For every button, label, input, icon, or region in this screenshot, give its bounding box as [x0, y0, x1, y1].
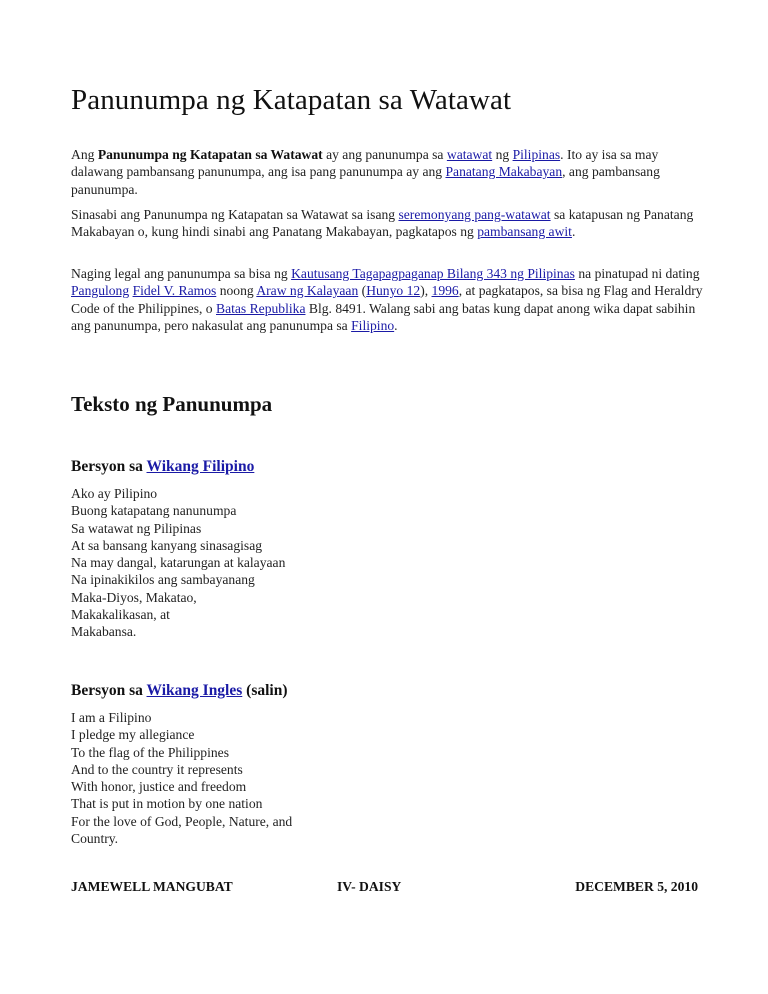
- inline-link[interactable]: Fidel V. Ramos: [132, 283, 217, 299]
- inline-link[interactable]: Pilipinas: [512, 147, 561, 162]
- heading-suffix: (salin): [242, 682, 288, 699]
- intro-paragraph-3: [71, 265, 711, 334]
- pledge-line: I pledge my allegiance: [71, 727, 195, 743]
- footer-section: IV- DAISY: [337, 879, 402, 894]
- paragraph-text: .: [394, 317, 398, 333]
- paragraph-text: Blg. 8491. Walang sabi ang batas kung dapat anong wika dapat sabihin ang panunumpa, pero nakasulat ang panunumpa sa: [71, 300, 696, 333]
- pledge-line: I am a Filipino: [71, 710, 152, 725]
- pledge-line: For the love of God, People, Nature, and: [71, 813, 293, 829]
- pledge-line: Makakalikasan, at: [71, 607, 170, 623]
- paragraph-text: noong: [216, 283, 257, 299]
- pledge-line: Maka-Diyos, Makatao,: [71, 589, 197, 605]
- inline-link[interactable]: Panatang Makabayan: [445, 164, 563, 180]
- pledge-line: Na may dangal, katarungan at kalayaan: [71, 555, 286, 571]
- inline-link[interactable]: Kautusang Tagapagpaganap Bilang 343 ng Pilipinas: [291, 266, 575, 281]
- pledge-line: Country.: [71, 831, 119, 847]
- pledge-line: At sa bansang kanyang sinasagisag: [71, 537, 263, 553]
- paragraph-text: .: [571, 224, 576, 240]
- paragraph-text: ng: [492, 147, 513, 162]
- inline-link[interactable]: Pangulong: [71, 283, 130, 299]
- inline-link[interactable]: Batas Republika: [216, 300, 306, 316]
- paragraph-text: (: [358, 283, 367, 299]
- pledge-line: Ako ay Pilipino: [71, 486, 158, 501]
- pledge-line: Makabansa.: [71, 624, 137, 640]
- filipino-version-heading: [71, 458, 254, 476]
- footer-date: DECEMBER 5, 2010: [575, 879, 698, 894]
- paragraph-text: sa katapusan ng Panatang Makabayan o, kung hindi sinabi ang Panatang Makabayan, pagkatapos ng: [71, 207, 694, 240]
- inline-link[interactable]: Filipino: [351, 317, 395, 333]
- heading-prefix: Bersyon sa: [71, 458, 147, 475]
- inline-link[interactable]: seremonyang pang-watawat: [398, 207, 551, 222]
- paragraph-text: ),: [420, 283, 432, 299]
- heading-prefix: Bersyon sa: [71, 682, 147, 699]
- paragraph-text: Sinasabi ang Panunumpa ng Katapatan sa Watawat sa isang: [71, 207, 399, 222]
- paragraph-text: na pinatupad ni dating: [574, 266, 700, 281]
- paragraph-text: ay ang panunumpa sa: [322, 147, 447, 162]
- wikang-filipino-link[interactable]: Wikang Filipino: [146, 458, 255, 475]
- inline-link[interactable]: Hunyo 12: [366, 283, 421, 299]
- inline-link[interactable]: watawat: [446, 147, 493, 162]
- inline-link[interactable]: 1996: [431, 283, 459, 299]
- intro-paragraph-2: [71, 206, 711, 241]
- pledge-line: With honor, justice and freedom: [71, 779, 247, 795]
- bold-term: Panunumpa ng Katapatan sa Watawat: [97, 147, 323, 162]
- paragraph-text: , at pagkatapos, sa bisa ng Flag and Heraldry Code of the Philippines, o: [71, 283, 703, 316]
- pledge-line: Sa watawat ng Pilipinas: [71, 520, 202, 536]
- pledge-line: And to the country it represents: [71, 761, 243, 777]
- pledge-line: That is put in motion by one nation: [71, 796, 263, 812]
- section-heading: Teksto ng Panunumpa: [71, 392, 273, 416]
- paragraph-text: Naging legal ang panunumpa sa bisa ng: [71, 266, 292, 281]
- inline-link[interactable]: Araw ng Kalayaan: [256, 283, 359, 299]
- footer-author-name: JAMEWELL MANGUBAT: [71, 879, 233, 894]
- inline-link[interactable]: pambansang awit: [477, 224, 572, 240]
- paragraph-text: , ang pambansang panunumpa.: [71, 164, 660, 197]
- page-title: Panunumpa ng Katapatan sa Watawat: [71, 84, 512, 116]
- filipino-pledge-text: [71, 485, 285, 641]
- english-pledge-text: [71, 709, 292, 847]
- paragraph-text: Ang: [71, 147, 98, 162]
- wikang-ingles-link[interactable]: Wikang Ingles: [146, 682, 243, 699]
- paragraph-text: . Ito ay isa sa may dalawang pambansang panunumpa, ang isa pang panunumpa ay ang: [71, 147, 659, 180]
- english-version-heading: [71, 682, 288, 700]
- pledge-line: Buong katapatang nanunumpa: [71, 503, 237, 519]
- pledge-line: To the flag of the Philippines: [71, 744, 229, 760]
- intro-paragraph-1: [71, 146, 711, 198]
- pledge-line: Na ipinakikilos ang sambayanang: [71, 572, 255, 588]
